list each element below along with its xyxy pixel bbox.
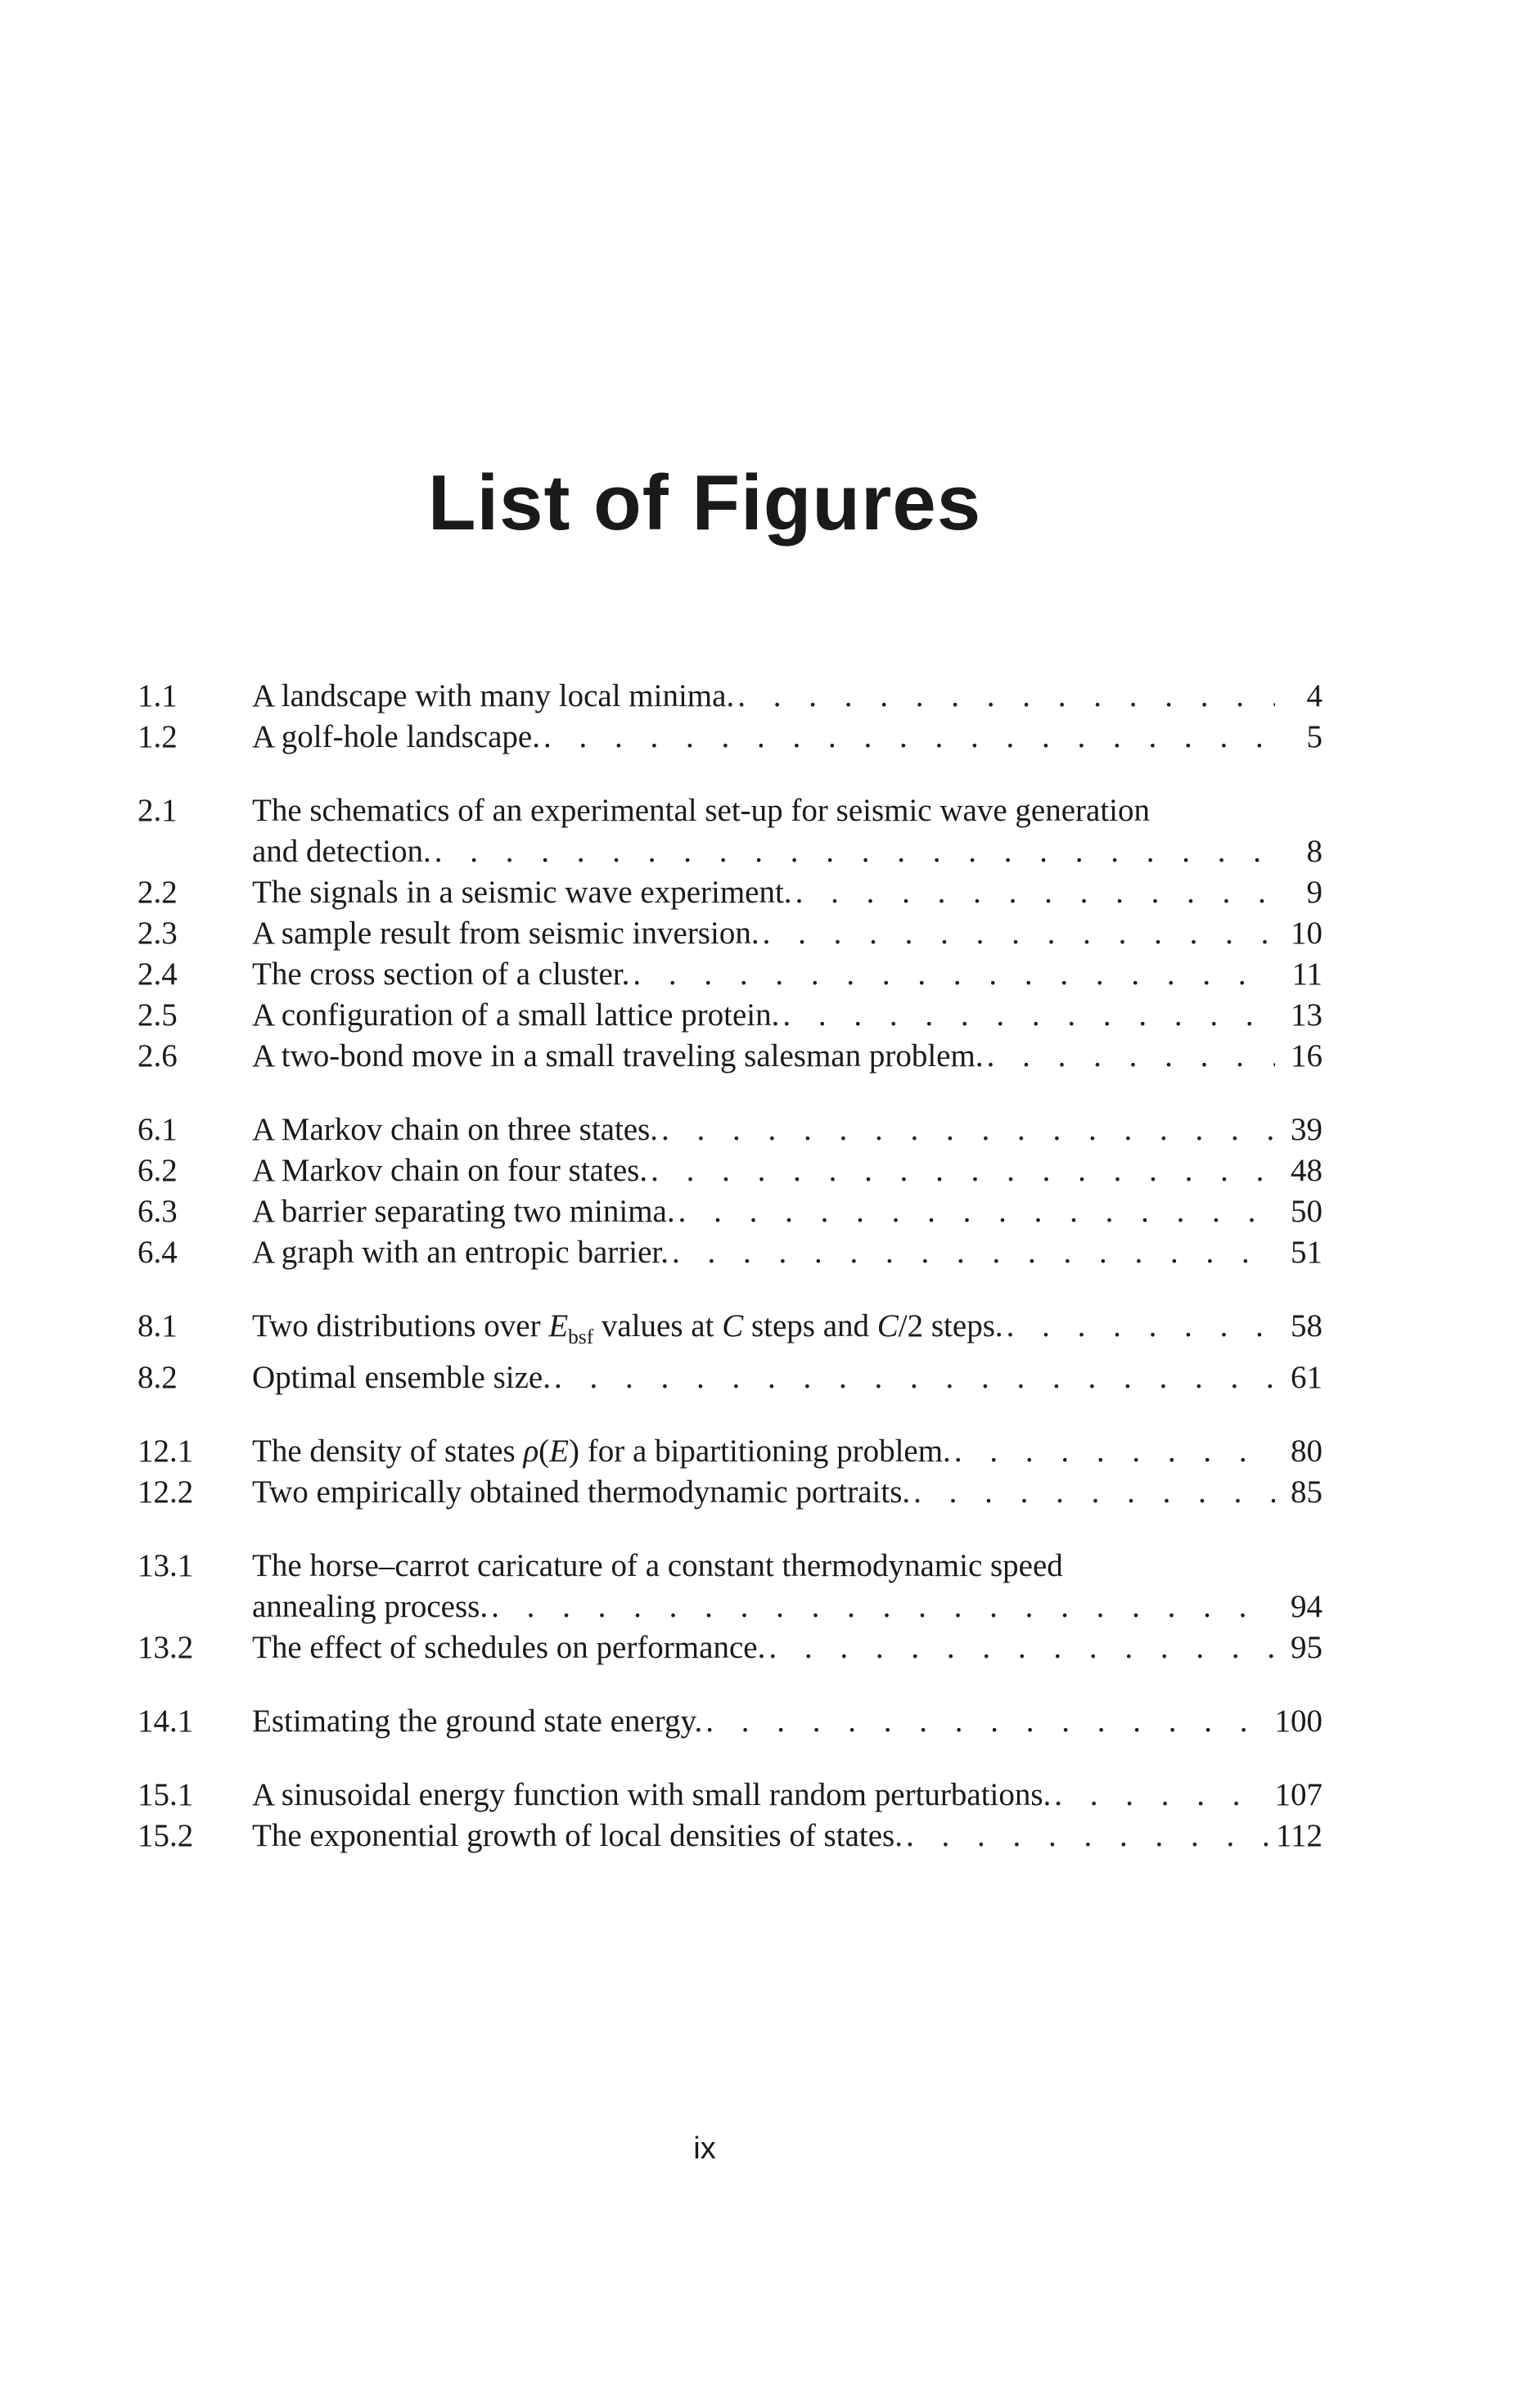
figure-caption: A two-bond move in a small traveling salesman problem. [252, 1038, 984, 1073]
figure-group-2 [137, 790, 1322, 1077]
figure-number: 8.1 [137, 1308, 178, 1344]
page-number: 50 [1291, 1194, 1322, 1229]
page-number: 16 [1291, 1038, 1322, 1073]
leader-dots [672, 1232, 1275, 1273]
figure-group-1 [137, 676, 1322, 758]
page-title: List of Figures [427, 459, 982, 547]
page-folio: ix [693, 2131, 716, 2166]
figure-entry-14-1[interactable] [137, 1701, 1322, 1742]
page-number: 4 [1306, 678, 1322, 713]
figure-number: 1.1 [137, 678, 178, 713]
page-number: 10 [1291, 916, 1322, 951]
figure-entry-15-2[interactable] [137, 1816, 1322, 1857]
leader-dots [491, 1587, 1275, 1627]
figure-caption: A landscape with many local minima. [252, 678, 735, 713]
figure-entry-2-2[interactable] [137, 872, 1322, 913]
figure-entry-6-4[interactable] [137, 1232, 1322, 1273]
figure-caption: Optimal ensemble size. [252, 1359, 551, 1395]
page-number: 95 [1291, 1629, 1322, 1665]
leader-dots [661, 1109, 1275, 1150]
figure-entry-15-1[interactable] [137, 1775, 1322, 1816]
page-number: 8 [1306, 834, 1322, 869]
leader-dots [678, 1191, 1275, 1232]
figure-number: 13.1 [137, 1547, 194, 1583]
leader-dots [1054, 1775, 1269, 1816]
figure-caption: The exponential growth of local densities of states. [252, 1817, 903, 1853]
figure-caption: A barrier separating two minima. [252, 1194, 675, 1229]
figure-entry-13-1[interactable] [137, 1546, 1322, 1627]
page-number: 11 [1291, 956, 1322, 992]
leader-dots [954, 1431, 1275, 1472]
figure-caption: A Markov chain on four states. [252, 1153, 648, 1188]
leader-dots [543, 717, 1275, 758]
figure-group-6 [137, 1109, 1322, 1273]
page-number: 58 [1291, 1308, 1322, 1344]
figure-caption: and detection. [252, 834, 431, 869]
figure-number: 2.6 [137, 1038, 178, 1073]
page-number: 80 [1291, 1433, 1322, 1469]
figure-entry-1-1[interactable] [137, 676, 1322, 717]
figure-caption-line-1: The horse–carrot caricature of a constant thermodynamic speed [252, 1547, 1063, 1583]
figure-group-15 [137, 1775, 1322, 1857]
figure-list [137, 676, 1322, 1889]
leader-dots [633, 954, 1275, 995]
figure-entry-6-2[interactable] [137, 1150, 1322, 1191]
figure-caption: The signals in a seismic wave experiment. [252, 875, 792, 910]
figure-number: 2.4 [137, 956, 178, 992]
figure-number: 6.2 [137, 1153, 178, 1188]
figure-number: 6.3 [137, 1194, 178, 1229]
figure-caption: Estimating the ground state energy. [252, 1703, 703, 1739]
figure-group-14 [137, 1701, 1322, 1742]
figure-entry-2-4[interactable] [137, 954, 1322, 995]
figure-entry-13-2[interactable] [137, 1627, 1322, 1668]
figure-entry-2-6[interactable] [137, 1036, 1322, 1077]
page-number: 5 [1306, 719, 1322, 754]
figure-caption: A graph with an entropic barrier. [252, 1235, 669, 1270]
page-number: 94 [1291, 1588, 1322, 1624]
leader-dots [1007, 1306, 1275, 1347]
leader-dots [795, 872, 1275, 913]
figure-number: 2.2 [137, 875, 178, 910]
figure-group-8 [137, 1306, 1322, 1398]
figure-entry-12-2[interactable] [137, 1472, 1322, 1513]
figure-caption: A golf-hole landscape. [252, 719, 540, 754]
figure-entry-1-2[interactable] [137, 717, 1322, 758]
leader-dots [554, 1357, 1275, 1398]
figure-entry-2-3[interactable] [137, 913, 1322, 954]
figure-entry-6-1[interactable] [137, 1109, 1322, 1150]
figure-number: 2.1 [137, 793, 178, 828]
figure-number: 2.5 [137, 997, 178, 1033]
leader-dots [782, 995, 1275, 1036]
figure-entry-8-1[interactable] [137, 1306, 1322, 1357]
figure-caption: A sinusoidal energy function with small random perturbations. [252, 1776, 1052, 1812]
page-number: 9 [1306, 875, 1322, 910]
figure-entry-12-1[interactable] [137, 1431, 1322, 1472]
leader-dots [913, 1472, 1275, 1513]
page-number: 107 [1274, 1776, 1322, 1812]
figure-number: 6.1 [137, 1112, 178, 1147]
figure-number: 12.1 [137, 1433, 194, 1469]
leader-dots [651, 1150, 1275, 1191]
page-number: 100 [1274, 1703, 1322, 1739]
figure-entry-2-1[interactable] [137, 790, 1322, 872]
figure-caption: A sample result from seismic inversion. [252, 916, 759, 951]
page-number: 51 [1291, 1235, 1322, 1270]
page-number: 48 [1291, 1153, 1322, 1188]
figure-caption: A Markov chain on three states. [252, 1112, 659, 1147]
figure-number: 8.2 [137, 1359, 178, 1395]
figure-number: 14.1 [137, 1703, 194, 1739]
figure-caption: Two empirically obtained thermodynamic portraits. [252, 1474, 911, 1510]
leader-dots [435, 831, 1275, 872]
leader-dots [906, 1816, 1271, 1857]
page-number: 112 [1275, 1817, 1322, 1853]
figure-group-13 [137, 1546, 1322, 1668]
figure-group-12 [137, 1431, 1322, 1513]
leader-dots [763, 913, 1275, 954]
figure-number: 2.3 [137, 916, 178, 951]
figure-caption: The cross section of a cluster. [252, 956, 630, 992]
figure-number: 15.2 [137, 1817, 194, 1853]
figure-caption: The effect of schedules on performance. [252, 1629, 766, 1665]
figure-caption: Two distributions over $E_{bsf}$ values at C steps and C/2 steps. [252, 1308, 1003, 1348]
page-number: 39 [1291, 1112, 1322, 1147]
page-number: 13 [1291, 997, 1322, 1033]
figure-entry-8-2[interactable] [137, 1357, 1322, 1398]
figure-number: 15.1 [137, 1776, 194, 1812]
figure-entry-2-5[interactable] [137, 995, 1322, 1036]
figure-number: 1.2 [137, 719, 178, 754]
leader-dots [768, 1627, 1275, 1668]
figure-number: 6.4 [137, 1235, 178, 1270]
page-number: 61 [1291, 1359, 1322, 1395]
leader-dots [987, 1036, 1275, 1077]
figure-number: 13.2 [137, 1629, 194, 1665]
figure-caption-line-1: The schematics of an experimental set-up for seismic wave generation [252, 793, 1150, 828]
figure-caption: A configuration of a small lattice protein. [252, 997, 780, 1033]
page-number: 85 [1291, 1474, 1322, 1510]
leader-dots [705, 1701, 1269, 1742]
figure-caption: annealing process. [252, 1588, 489, 1624]
figure-caption: The density of states ρ(E) for a bipartitioning problem. [252, 1433, 951, 1469]
figure-entry-6-3[interactable] [137, 1191, 1322, 1232]
figure-number: 12.2 [137, 1474, 194, 1510]
leader-dots [737, 676, 1275, 717]
